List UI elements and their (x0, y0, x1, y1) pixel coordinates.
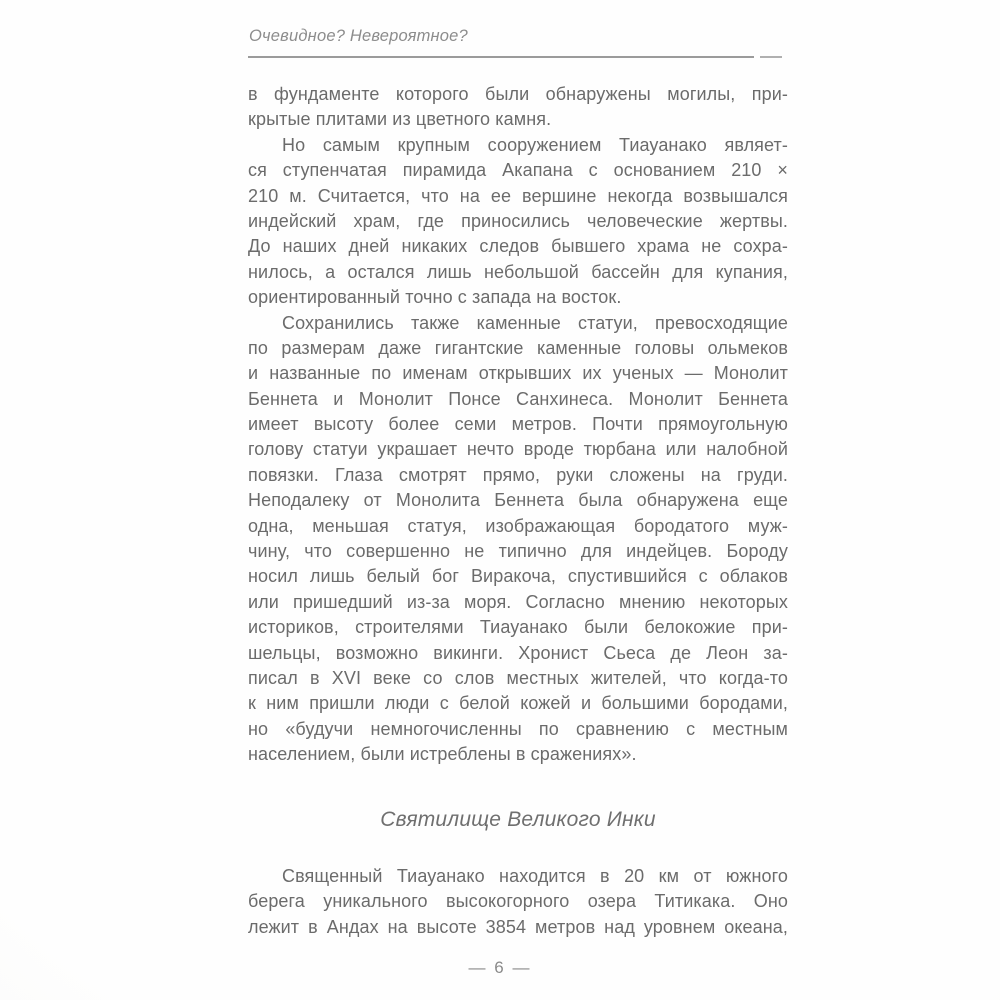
body-line: населением, были истреблены в сражениях». (248, 744, 637, 765)
body-line: шельцы, возможно викинги. Хронист Сьеса де Леон за- (248, 642, 788, 663)
body-line: но «будучи немногочисленны по сравнению с местным (248, 718, 788, 739)
body-line: Неподалеку от Монолита Беннета была обнаружена еще (248, 490, 788, 511)
body-line: Беннета и Монолит Понсе Санхинеса. Монолит Беннета (248, 388, 788, 409)
body-line: ориентированный точно с запада на восток. (248, 287, 622, 308)
body-line: в фундаменте которого были обнаружены могилы, при- (248, 84, 788, 104)
page-number: — 6 — (468, 958, 532, 977)
body-line: ся ступенчатая пирамида Акапана с основанием 210 × (248, 160, 788, 181)
body-line: нилось, а остался лишь небольшой бассейн для купания, (248, 261, 788, 282)
body-line: берега уникального высокогорного озера Титикака. Оно (248, 891, 788, 912)
body-line: по размерам даже гигантские каменные головы ольмеков (248, 337, 788, 358)
header-rule-dash (760, 56, 782, 58)
body-line: писал в XVI веке со слов местных жителей, что когда-то (248, 667, 788, 688)
header-rule (248, 56, 754, 58)
body-line: к ним пришли люди с белой кожей и большими бородами, (248, 693, 788, 714)
body-line: 210 м. Считается, что на ее вершине некогда возвышался (248, 185, 788, 206)
body-line: Священный Тиауанако находится в 20 км от южного (282, 866, 788, 886)
body-text-column-continued (248, 864, 788, 940)
body-line: одна, меньшая статуя, изображающая бородатого муж- (248, 515, 788, 536)
body-line: и названные по именам открывших их ученых — Монолит (248, 363, 788, 384)
paragraph (248, 864, 788, 940)
paragraph (248, 311, 788, 768)
body-line: индейский храм, где приносились человеческие жертвы. (248, 210, 788, 231)
body-line: До наших дней никаких следов бывшего храма не сохра- (248, 236, 788, 257)
body-line: голову статуи украшает нечто вроде тюрбана или налобной (248, 439, 788, 460)
body-line: историков, строителями Тиауанако были белокожие при- (248, 617, 788, 638)
paragraph (248, 133, 788, 311)
body-text-column (248, 82, 788, 768)
paragraph (248, 82, 788, 133)
body-line: носил лишь белый бог Виракоча, спустившийся с облаков (248, 566, 788, 587)
body-line: Сохранились также каменные статуи, превосходящие (282, 312, 788, 333)
body-line: Но самым крупным сооружением Тиауанако являет- (282, 134, 788, 155)
body-line: имеет высоту более семи метров. Почти прямоугольную (248, 414, 788, 435)
running-header-title: Очевидное? Невероятное? (249, 27, 468, 45)
section-heading: Святилище Великого Инки (380, 808, 656, 831)
body-line: или пришедший из-за моря. Согласно мнению некоторых (248, 591, 788, 612)
body-line: крытые плитами из цветного камня. (248, 109, 552, 130)
body-line: лежит в Андах на высоте 3854 метров над уровнем океана, (248, 916, 788, 937)
body-line: повязки. Глаза смотрят прямо, руки сложены на груди. (248, 464, 788, 485)
body-line: чину, что совершенно не типично для индейцев. Бороду (248, 541, 788, 562)
